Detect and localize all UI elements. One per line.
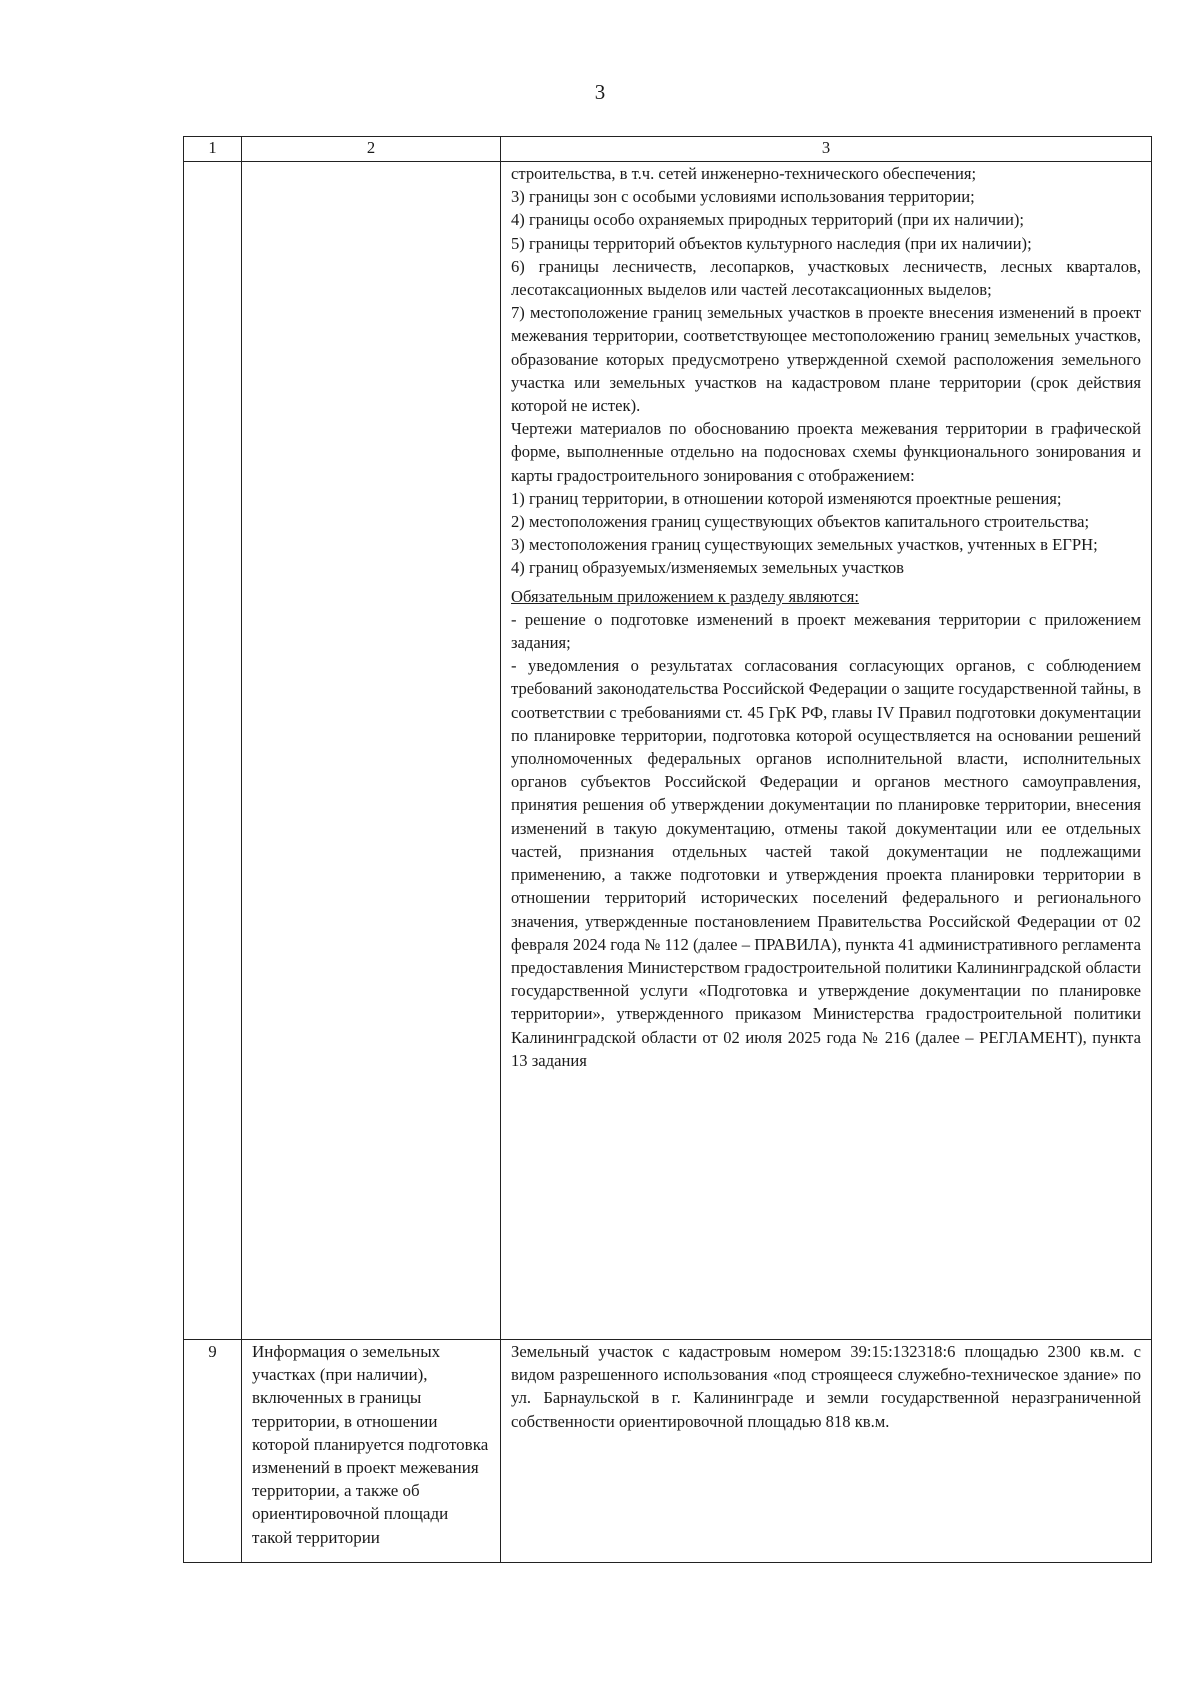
paragraph: 4) границы особо охраняемых природных территорий (при их наличии); — [511, 210, 1025, 230]
header-col-1: 1 — [184, 137, 242, 162]
requirements-table — [183, 136, 1152, 1563]
table-row-9 — [184, 1340, 1152, 1563]
paragraph: 5) границы территорий объектов культурного наследия (при их наличии); — [511, 233, 1032, 253]
paragraph: строительства, в т.ч. сетей инженерно-технического обеспечения; — [511, 164, 977, 183]
paragraph: Земельный участок с кадастровым номером 39:15:132318:6 площадью 2300 кв.м. с видом разрешенного использования «под строящееся служебно-техническое здание» по ул. Барнаульской в г. Калининграде и земли государственной неразграниченной собственности ориентировочной площадью 818 кв.м. — [511, 1342, 1141, 1431]
annex-item: - уведомления о результатах согласования согласующих органов, с соблюдением требований законодательства Российской Федерации о защите государственной тайны, в соответствии с требованиями ст. 45 ГрК РФ, главы IV Правил подготовки документации по планировке территории, подготовка которой осуществляется на основании решений уполномоченных федеральных органов исполнительной власти, исполнительных органов субъектов Российской Федерации и органов местного самоуправления, принятия решения об утверждении документации по планировке территории, внесения изменений в такую документацию, отмены такой документации или ее отдельных частей, признания отдельных частей такой документации не подлежащими применению, а также подготовки и утверждения проекта планировки территории в отношении территорий исторических поселений федерального и регионального значения, утвержденные постановлением Правительства Российской Федерации от 02 февраля 2024 года № 112 (далее – ПРАВИЛА), пункта 41 административного регламента предоставления Министерством градостроительной политики Калининградской области государственной услуги «Подготовка и утверждение документации по планировке территории», утвержденного приказом Министерства градостроительной политики Калининградской области от 02 июля 2025 года № 216 (далее – РЕГЛАМЕНТ), пункта 13 задания — [511, 656, 1141, 1070]
row-content — [501, 1340, 1152, 1563]
header-col-2: 2 — [242, 137, 501, 162]
row-number: 9 — [184, 1340, 242, 1563]
paragraph: Чертежи материалов по обоснованию проекта межевания территории в графической форме, выполненные отдельно на подосновах схемы функционального зонирования и карты градостроительного зонирования с отображением: — [511, 419, 1141, 485]
cell-description-empty — [242, 162, 501, 1340]
table-row-continuation — [184, 162, 1152, 1340]
cell-continuation-content — [501, 162, 1152, 1340]
paragraph: 1) границ территории, в отношении которой изменяются проектные решения; — [511, 488, 1062, 508]
paragraph: 7) местоположение границ земельных участков в проекте внесения изменений в проект межевания территории, соответствующее местоположению границ земельных участков, образование которых предусмотрено утвержденной схемой расположения земельного участка или земельных участков на кадастровом плане территории (срок действия которой не истек). — [511, 303, 1141, 416]
annex-title: Обязательным приложением к разделу являются: — [511, 586, 859, 606]
cell-number-empty — [184, 162, 242, 1340]
page-number: 3 — [594, 80, 606, 104]
paragraph: 6) границы лесничеств, лесопарков, участковых лесничеств, лесных кварталов, лесотаксационных выделов или частей лесотаксационных выделов; — [511, 256, 1141, 300]
paragraph: 3) местоположения границ существующих земельных участков, учтенных в ЕГРН; — [511, 535, 1098, 555]
paragraph: 4) границ образуемых/изменяемых земельных участков — [511, 558, 904, 578]
annex-item: - решение о подготовке изменений в проект межевания территории с приложением задания; — [511, 609, 1141, 653]
table-header-row — [184, 137, 1152, 162]
paragraph: 3) границы зон с особыми условиями использования территории; — [511, 187, 975, 207]
paragraph: 2) местоположения границ существующих объектов капитального строительства; — [511, 512, 1090, 532]
row-description: Информация о земельных участках (при наличии), включенных в границы территории, в отношении которой планируется подготовка изменений в проект межевания территории, а также об ориентировочной площади такой территории — [242, 1340, 501, 1563]
header-col-3: 3 — [501, 137, 1152, 162]
